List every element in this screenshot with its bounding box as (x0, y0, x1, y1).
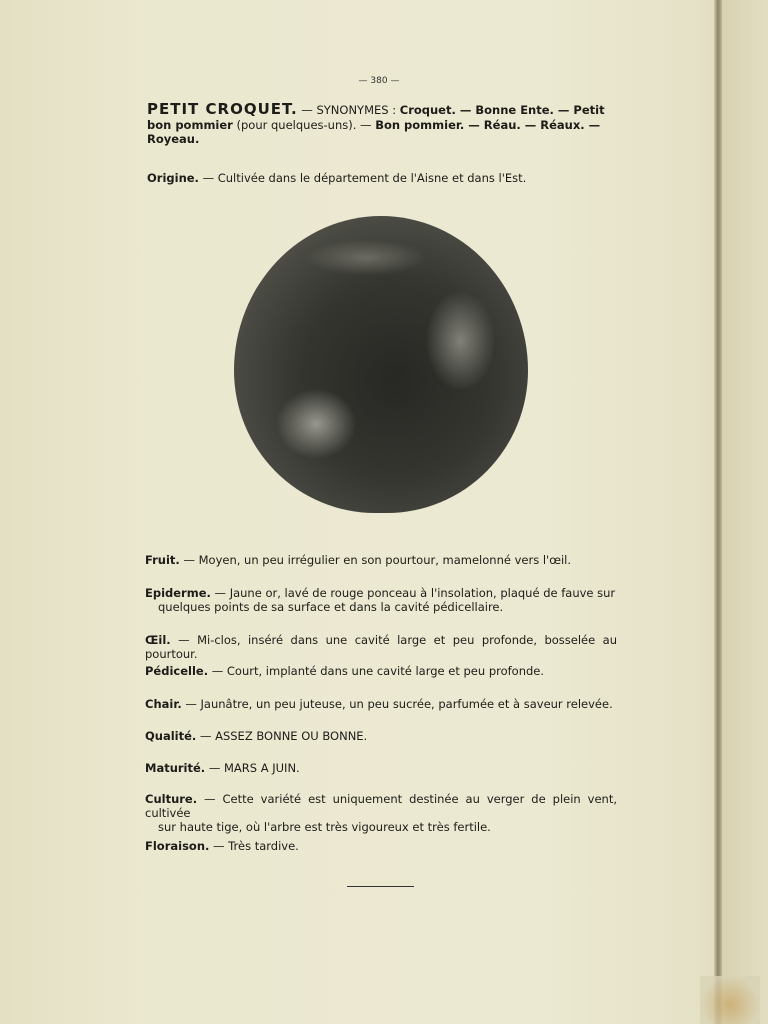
entry-text: — Mi-clos, inséré dans une cavité large et peu profonde, bosselée au pourtour. (145, 633, 617, 661)
entry-floraison (145, 839, 617, 853)
synonyms-label: — SYNONYMES : (297, 103, 400, 117)
variety-heading (147, 102, 619, 147)
entry-text: — ASSEZ BONNE OU BONNE. (196, 729, 368, 743)
entry-label: Origine. (147, 171, 199, 185)
synonyms-1: Croquet. — Bonne Ente. — Petit bon pommier (147, 103, 605, 132)
entry-label: Chair. (145, 697, 182, 711)
variety-title: PETIT CROQUET. (147, 100, 298, 118)
entry-epiderme (145, 586, 617, 614)
entry-text: — Moyen, un peu irrégulier en son pourtour, mamelonné vers l'œil. (179, 553, 572, 567)
entry-text: — Très tardive. (209, 839, 299, 853)
facing-page-edge (722, 0, 768, 1024)
entry-text: — MARS A JUIN. (205, 761, 300, 775)
entry-text-cont: sur haute tige, où l'arbre est très vigoureux et très fertile. (158, 820, 491, 834)
entry-label: Maturité. (145, 761, 206, 775)
end-rule (347, 886, 414, 887)
origin-entry (147, 171, 619, 185)
entry-text: — Court, implanté dans une cavité large et peu profonde. (208, 664, 545, 678)
watermark-thumbnail (700, 976, 760, 1024)
entry-label: Epiderme. (145, 586, 211, 600)
page-number: — 380 — (358, 76, 400, 86)
entry-label: Floraison. (145, 839, 210, 853)
entry-text: — Cette variété est uniquement destinée au verger de plein vent, cultivée (145, 792, 617, 820)
entry-label: Qualité. (145, 729, 197, 743)
entry-pedicelle (145, 664, 617, 678)
entry-text-cont: quelques points de sa surface et dans la cavité pédicellaire. (158, 600, 504, 614)
entry-text: — Jaune or, lavé de rouge ponceau à l'insolation, plaqué de fauve sur (210, 586, 616, 600)
entry-chair (145, 697, 617, 711)
synonyms-note: (pour quelques-uns). — (232, 117, 376, 132)
apple-photograph (234, 216, 528, 513)
entry-oeil (145, 633, 617, 661)
entry-text: — Jaunâtre, un peu juteuse, un peu sucrée, parfumée et à saveur relevée. (181, 697, 613, 711)
entry-label: Culture. (145, 792, 198, 806)
book-spine (714, 0, 722, 1024)
entry-qualite (145, 729, 617, 743)
entry-label: Fruit. (145, 553, 180, 567)
entry-label: Œil. (145, 633, 171, 647)
entry-label: Pédicelle. (145, 664, 209, 678)
synonyms-2: Bon pommier. — Réau. — Réaux. — Royeau. (147, 117, 601, 146)
entry-text: — Cultivée dans le département de l'Aisne et dans l'Est. (198, 171, 527, 185)
entry-maturite (145, 761, 617, 775)
entry-culture (145, 792, 617, 834)
entry-fruit (145, 553, 617, 567)
